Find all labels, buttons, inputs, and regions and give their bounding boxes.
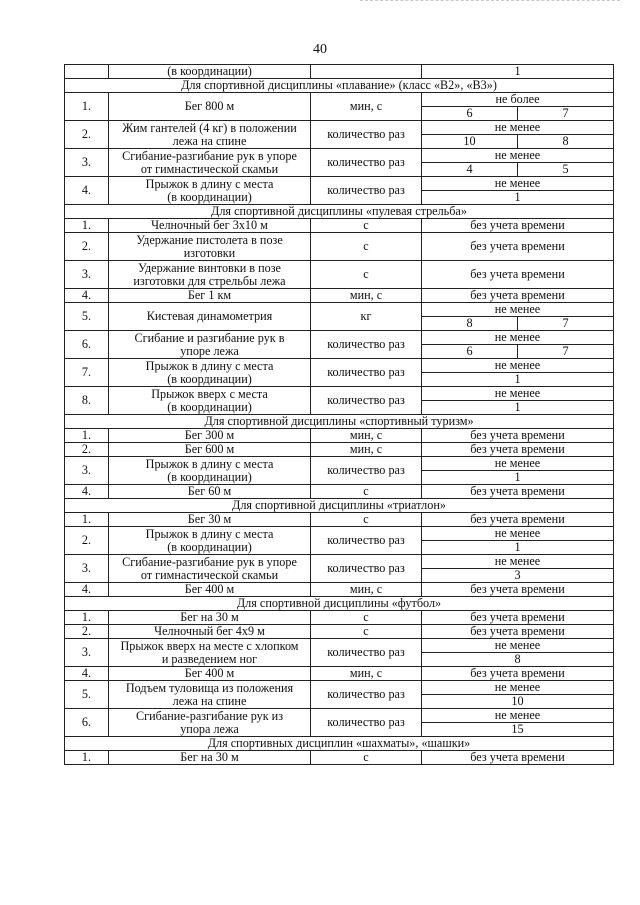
norm-value: 10 (422, 695, 614, 709)
section-header-row (65, 499, 614, 513)
table-row (65, 667, 614, 681)
exercise-name: Бег 1 км (109, 289, 311, 303)
norm-text: без учета времени (422, 429, 614, 443)
exercise-name: Сгибание-разгибание рук в упоре от гимнастической скамьи (109, 149, 311, 177)
row-number: 4. (65, 289, 109, 303)
norm-value: 1 (422, 65, 614, 79)
norm-header: не менее (422, 359, 614, 373)
norms-table-body (65, 65, 614, 765)
norm-header: не менее (422, 639, 614, 653)
norm-text: без учета времени (422, 583, 614, 597)
table-row (65, 555, 614, 569)
norm-value: 1 (422, 401, 614, 415)
norm-header: не менее (422, 121, 614, 135)
table-row (65, 261, 614, 289)
norm-header: не менее (422, 149, 614, 163)
row-number: 1. (65, 219, 109, 233)
norms-table (64, 64, 614, 765)
row-number: 3. (65, 639, 109, 667)
section-title: Для спортивной дисциплины «пулевая стрельба» (65, 205, 614, 219)
unit: мин, с (311, 667, 422, 681)
unit: с (311, 751, 422, 765)
norm-value: 6 (422, 107, 518, 121)
norm-text: без учета времени (422, 261, 614, 289)
unit: количество раз (311, 177, 422, 205)
table-row (65, 233, 614, 261)
exercise-name: Прыжок в длину с места (в координации) (109, 457, 311, 485)
row-number: 1. (65, 611, 109, 625)
exercise-name: Бег 600 м (109, 443, 311, 457)
table-row (65, 751, 614, 765)
row-number: 1. (65, 93, 109, 121)
row-number: 3. (65, 457, 109, 485)
unit (311, 65, 422, 79)
norm-header: не менее (422, 555, 614, 569)
row-number: 5. (65, 681, 109, 709)
norm-header: не менее (422, 387, 614, 401)
row-number: 2. (65, 443, 109, 457)
table-row (65, 443, 614, 457)
norm-value: 8 (422, 653, 614, 667)
exercise-name: Сгибание-разгибание рук из упора лежа (109, 709, 311, 737)
top-scan-line (360, 0, 620, 4)
section-header-row (65, 737, 614, 751)
section-title: Для спортивных дисциплин «шахматы», «шашки» (65, 737, 614, 751)
norm-text: без учета времени (422, 667, 614, 681)
exercise-name: Удержание пистолета в позе изготовки (109, 233, 311, 261)
row-number: 1. (65, 513, 109, 527)
norm-value: 6 (422, 345, 518, 359)
table-row (65, 429, 614, 443)
exercise-name: Кистевая динамометрия (109, 303, 311, 331)
table-row (65, 149, 614, 163)
section-header-row (65, 415, 614, 429)
norm-value: 7 (518, 317, 614, 331)
table-row (65, 177, 614, 191)
unit: количество раз (311, 359, 422, 387)
unit: количество раз (311, 121, 422, 149)
norm-text: без учета времени (422, 219, 614, 233)
row-number: 5. (65, 303, 109, 331)
row-number: 7. (65, 359, 109, 387)
table-row (65, 709, 614, 723)
section-header-row (65, 597, 614, 611)
table-row (65, 639, 614, 653)
norm-value: 7 (518, 345, 614, 359)
row-number: 4. (65, 177, 109, 205)
exercise-name: Прыжок в длину с места (в координации) (109, 527, 311, 555)
row-number: 6. (65, 709, 109, 737)
row-number: 6. (65, 331, 109, 359)
exercise-name: Бег 300 м (109, 429, 311, 443)
row-number: 3. (65, 149, 109, 177)
unit: с (311, 261, 422, 289)
row-number: 8. (65, 387, 109, 415)
section-header-row (65, 79, 614, 93)
unit: с (311, 513, 422, 527)
norm-header: не менее (422, 177, 614, 191)
table-row (65, 457, 614, 471)
norm-header: не менее (422, 681, 614, 695)
table-row (65, 611, 614, 625)
unit: количество раз (311, 681, 422, 709)
section-title: Для спортивной дисциплины «футбол» (65, 597, 614, 611)
unit: с (311, 485, 422, 499)
row-number (65, 65, 109, 79)
norm-header: не менее (422, 527, 614, 541)
exercise-name: Челночный бег 3х10 м (109, 219, 311, 233)
norm-value: 3 (422, 569, 614, 583)
norm-text: без учета времени (422, 513, 614, 527)
unit: с (311, 611, 422, 625)
table-row (65, 387, 614, 401)
unit: мин, с (311, 289, 422, 303)
norm-value: 5 (518, 163, 614, 177)
unit: мин, с (311, 443, 422, 457)
exercise-name: Челночный бег 4х9 м (109, 625, 311, 639)
unit: с (311, 233, 422, 261)
row-number: 2. (65, 121, 109, 149)
table-row (65, 331, 614, 345)
exercise-name: Бег 30 м (109, 513, 311, 527)
row-number: 3. (65, 261, 109, 289)
table-row (65, 681, 614, 695)
table-row (65, 219, 614, 233)
exercise-name: (в координации) (109, 65, 311, 79)
norm-text: без учета времени (422, 289, 614, 303)
unit: количество раз (311, 639, 422, 667)
exercise-name: Бег 60 м (109, 485, 311, 499)
norm-value: 1 (422, 541, 614, 555)
exercise-name: Бег на 30 м (109, 751, 311, 765)
row-number: 1. (65, 751, 109, 765)
norm-text: без учета времени (422, 625, 614, 639)
row-number: 3. (65, 555, 109, 583)
norm-header: не менее (422, 457, 614, 471)
norm-value: 4 (422, 163, 518, 177)
table-row (65, 65, 614, 79)
row-number: 4. (65, 485, 109, 499)
table-row (65, 289, 614, 303)
table-row (65, 359, 614, 373)
exercise-name: Бег 400 м (109, 667, 311, 681)
exercise-name: Жим гантелей (4 кг) в положении лежа на спине (109, 121, 311, 149)
section-title: Для спортивной дисциплины «триатлон» (65, 499, 614, 513)
section-title: Для спортивной дисциплины «спортивный туризм» (65, 415, 614, 429)
unit: количество раз (311, 331, 422, 359)
exercise-name: Сгибание и разгибание рук в упоре лежа (109, 331, 311, 359)
section-title: Для спортивной дисциплины «плавание» (класс «В2», «В3») (65, 79, 614, 93)
unit: количество раз (311, 387, 422, 415)
unit: количество раз (311, 527, 422, 555)
row-number: 1. (65, 429, 109, 443)
norm-value: 7 (518, 107, 614, 121)
row-number: 4. (65, 667, 109, 681)
exercise-name: Прыжок вверх с места (в координации) (109, 387, 311, 415)
unit: количество раз (311, 149, 422, 177)
unit: с (311, 219, 422, 233)
row-number: 4. (65, 583, 109, 597)
page-number: 40 (313, 42, 327, 57)
row-number: 2. (65, 527, 109, 555)
norm-text: без учета времени (422, 485, 614, 499)
norm-value: 1 (422, 373, 614, 387)
row-number: 2. (65, 233, 109, 261)
norm-header: не менее (422, 303, 614, 317)
section-header-row (65, 205, 614, 219)
norm-value: 1 (422, 471, 614, 485)
unit: с (311, 625, 422, 639)
exercise-name: Сгибание-разгибание рук в упоре от гимнастической скамьи (109, 555, 311, 583)
table-row (65, 513, 614, 527)
table-row (65, 121, 614, 135)
table-row (65, 583, 614, 597)
table-row (65, 485, 614, 499)
unit: мин, с (311, 93, 422, 121)
exercise-name: Бег 800 м (109, 93, 311, 121)
unit: количество раз (311, 555, 422, 583)
table-row (65, 527, 614, 541)
norm-text: без учета времени (422, 443, 614, 457)
norm-value: 1 (422, 191, 614, 205)
exercise-name: Прыжок в длину с места (в координации) (109, 359, 311, 387)
table-row (65, 625, 614, 639)
norm-value: 10 (422, 135, 518, 149)
unit: мин, с (311, 429, 422, 443)
unit: количество раз (311, 709, 422, 737)
norm-header: не менее (422, 331, 614, 345)
table-row (65, 93, 614, 107)
unit: количество раз (311, 457, 422, 485)
norm-header: не менее (422, 709, 614, 723)
norm-text: без учета времени (422, 751, 614, 765)
norm-value: 8 (422, 317, 518, 331)
table-row (65, 303, 614, 317)
exercise-name: Прыжок вверх на месте с хлопком и разведением ног (109, 639, 311, 667)
row-number: 2. (65, 625, 109, 639)
exercise-name: Удержание винтовки в позе изготовки для стрельбы лежа (109, 261, 311, 289)
norm-value: 15 (422, 723, 614, 737)
unit: мин, с (311, 583, 422, 597)
exercise-name: Подъем туловища из положения лежа на спине (109, 681, 311, 709)
exercise-name: Бег 400 м (109, 583, 311, 597)
norm-text: без учета времени (422, 233, 614, 261)
exercise-name: Бег на 30 м (109, 611, 311, 625)
norm-text: без учета времени (422, 611, 614, 625)
exercise-name: Прыжок в длину с места (в координации) (109, 177, 311, 205)
unit: кг (311, 303, 422, 331)
norm-header: не более (422, 93, 614, 107)
norm-value: 8 (518, 135, 614, 149)
